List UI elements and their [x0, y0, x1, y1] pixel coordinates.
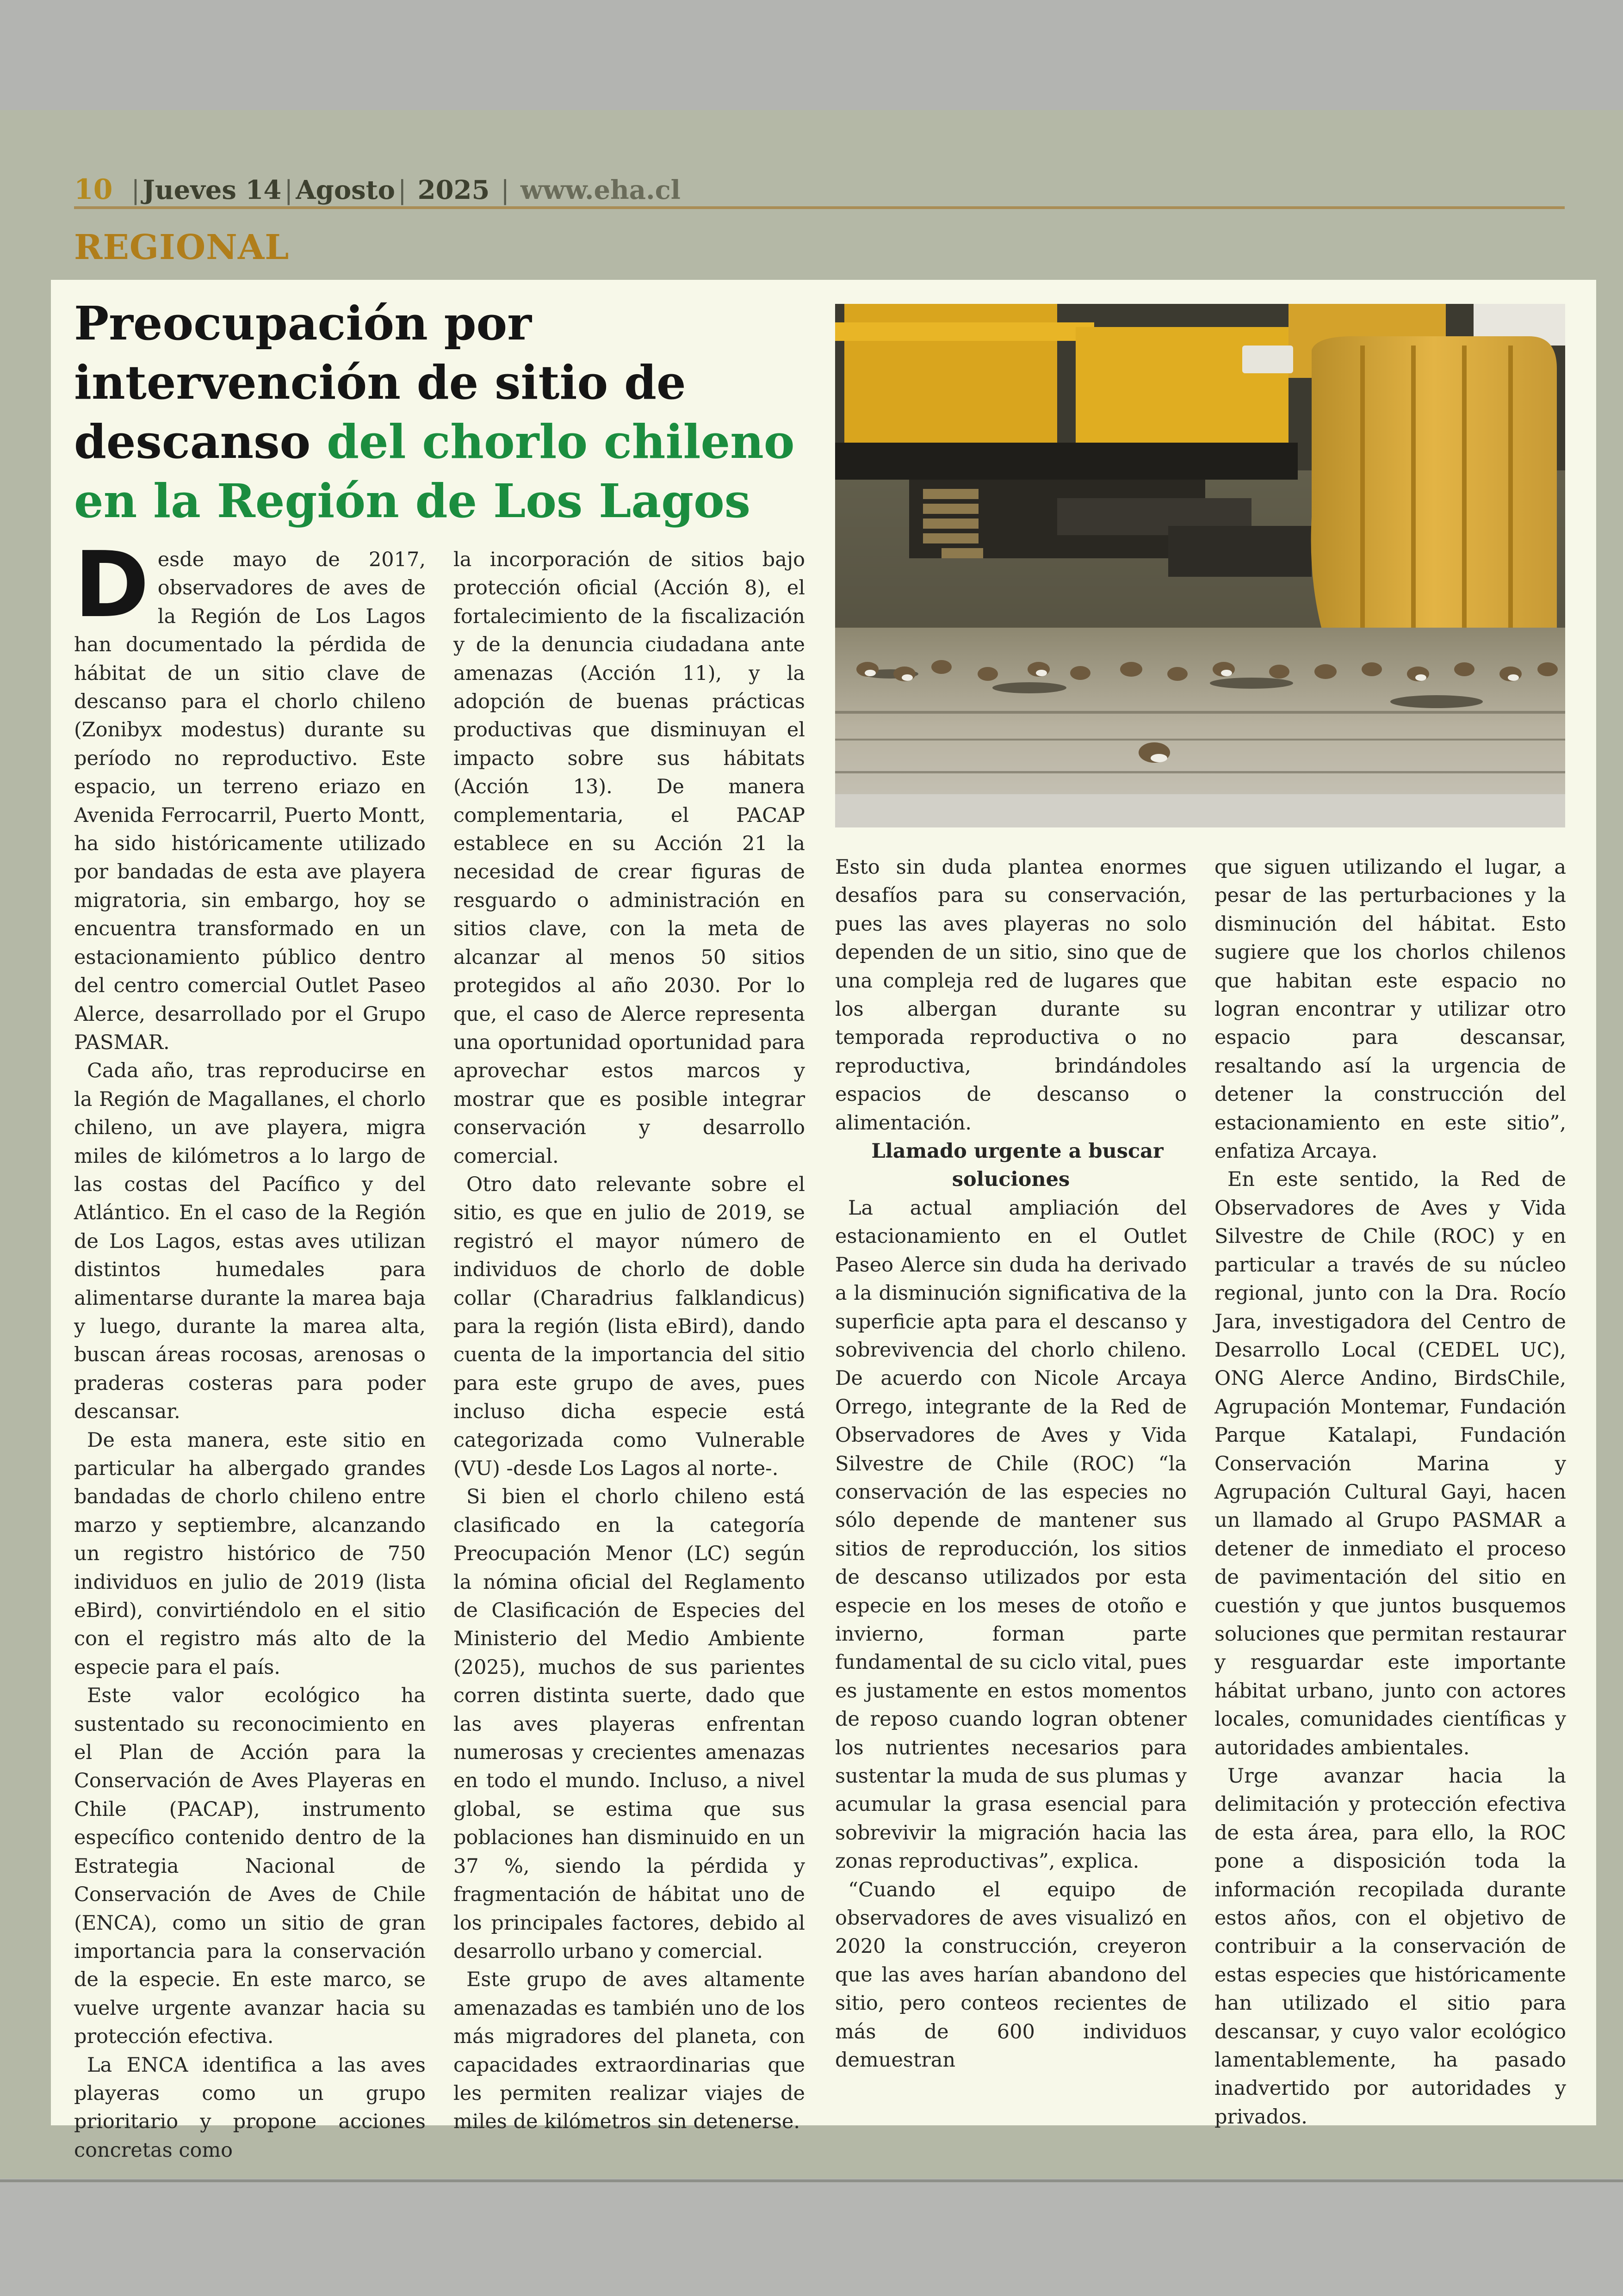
page-header: 10 | Jueves 14 | Agosto | 2025 | www.eha.cl — [74, 173, 681, 206]
paragraph: Urge avanzar hacia la delimitación y protección efectiva de esta área, para ello, la ROC pone a disposición toda la información recopilada durante estos años, con el objetivo de contribuir a la conservación de estas especies que históricamente han utilizado el sitio para descansar, y cuyo valor ecológico lamentablemente, ha pasado inadvertido por autoridades y privados. — [1214, 1765, 1566, 2129]
bottom-margin — [0, 2179, 1623, 2296]
paragraph-lead — [74, 532, 426, 1057]
paragraph: Esto sin duda plantea enormes desafíos para su conservación, pues las aves playeras no solo dependen de un sitio, sino que de una compleja red de lugares que los albergan durante su temporada reproductiva o no reproductiva, brindándoles espacios de descanso o alimentación. — [835, 856, 1187, 1135]
paragraph: que siguen utilizando el lugar, a pesar de las perturbaciones y la disminución del hábitat. Esto sugiere que los chorlos chilenos que habitan este espacio no logran encontrar y utilizar otro espacio para descansar, resaltando así la urgencia de detener la construcción del estacionamiento en este sitio”, enfatiza Arcaya. — [1214, 856, 1566, 1163]
paragraph: La ENCA identifica a las aves playeras como un grupo prioritario y propone acciones concretas como — [74, 2053, 426, 2162]
article-card — [51, 280, 1596, 2162]
article-column-1 — [74, 532, 426, 2165]
article-headline — [74, 294, 833, 531]
section-subhead: Llamado urgente a buscar soluciones — [871, 1140, 1164, 1191]
paragraph: Este grupo de aves altamente amenazadas es también uno de los más migradores del planeta, con capacidades extraordinarias que les permiten realizar viajes de miles de kilómetros sin detenerse. — [453, 1968, 805, 2134]
section-label: REGIONAL — [74, 228, 290, 267]
article-photo — [835, 304, 1565, 827]
paragraph: Otro dato relevante sobre el sitio, es que en julio de 2019, se registró el mayor número de individuos de chorlo de doble collar (Charadrius falklandicus) para la región (lista eBird), dando cuenta de la importancia del sitio para este grupo de aves, pues incluso dicha especie está categorizada como Vulnerable (VU) -desde Los Lagos al norte-. — [453, 1173, 805, 1480]
header-website[interactable]: www.eha.cl — [520, 175, 681, 205]
paragraph: Cada año, tras reproducirse en la Región de Magallanes, el chorlo chileno, un ave playera, migra miles de kilómetros a lo largo de las costas del Pacífico y del Atlántico. En el caso de la Región de Los Lagos, estas aves utilizan distintos humedales para alimentarse durante la marea baja y luego, durante la marea alta, buscan áreas rocosas, arenosas o praderas costeras para poder descansar. — [74, 1059, 426, 1424]
paragraph: “Cuando el equipo de observadores de aves visualizó en 2020 la construcción, creyeron que las aves harían abandono del sitio, pero conteos recientes de más de 600 individuos demuestran — [835, 1878, 1187, 2072]
paragraph: la incorporación de sitios bajo protección oficial (Acción 8), el fortalecimiento de la fiscalización y de la denuncia ciudadana ante amenazas (Acción 11), y la adopción de buenas prácticas productivas que disminuyan el impacto sobre sus hábitats (Acción 13). De manera complementaria, el PACAP establece en su Acción 21 la necesidad de crear figuras de resguardo o administración en sitios clave, con la meta de alcanzar al menos 50 sitios protegidos al año 2030. Por lo que, el caso de Alerce representa una oportunidad oportunidad para aprovechar estos marcos y mostrar que es posible integrar conservación y desarrollo comercial. — [453, 548, 805, 1168]
paragraph: En este sentido, la Red de Observadores de Aves y Vida Silvestre de Chile (ROC) y en particular a través de su núcleo regional, junto con la Dra. Rocío Jara, investigadora del Centro de Desarrollo Local (CEDEL UC), ONG Alerce Andino, BirdsChile, Agrupación Montemar, Fundación Parque Katalapi, Fundación Conservación Marina y Agrupación Cultural Gayi, hacen un llamado al Grupo PASMAR a detener de inmediato el proceso de pavimentación del sitio en cuestión y que juntos busquemos soluciones que permitan restaurar y resguardar este importante hábitat urbano, junto con actores locales, comunidades científicas y autoridades ambientales. — [1214, 1168, 1566, 1759]
paragraph: La actual ampliación del estacionamiento en el Outlet Paseo Alerce sin duda ha derivado a la disminución significativa de la superficie apta para el descanso y sobrevivencia del chorlo chileno. De acuerdo con Nicole Arcaya Orrego, integrante de la Red de Observadores de Aves y Vida Silvestre de Chile (ROC) “la conservación de las especies no sólo depende de mantener sus sitios de reproducción, los sitios de descanso utilizados por esta especie en los meses de otoño e invierno, forman parte fundamental de su ciclo vital, pues es justamente en estos momentos de reposo cuando logran obtener los nutrientes necesarios para sustentar la muda de sus plumas y acumular la grasa esencial para sobrevivir la migración hacia las zonas reproductivas”, explica. — [835, 1196, 1187, 1873]
drop-cap: D — [74, 532, 149, 638]
article-column-4 — [1214, 853, 1566, 2131]
headline-black-part: Preocupación por intervención de sitio de descanso — [74, 296, 686, 469]
header-day: Jueves 14 — [142, 175, 282, 205]
header-year: 2025 — [417, 175, 490, 205]
paragraph: Si bien el chorlo chileno está clasificado en la categoría Preocupación Menor (LC) según la nómina oficial del Reglamento de Clasificación de Especies del Ministerio del Medio Ambiente (2025), muchos de sus parientes corren distinta suerte, dado que las aves playeras enfrentan numerosas y crecientes amenazas en todo el mundo. Incluso, a nivel global, se estima que sus poblaciones han disminuido en un 37 %, siendo la pérdida y fragmentación de hábitat uno de los principales factores, debido al desarrollo urbano y comercial. — [453, 1485, 805, 1963]
header-month: Agosto — [296, 175, 395, 205]
top-margin — [0, 0, 1623, 110]
article-column-2 — [453, 546, 805, 2136]
paragraph: De esta manera, este sitio en particular ha albergado grandes bandadas de chorlo chileno entre marzo y septiembre, alcanzando un registro histórico de 750 individuos en julio de 2019 (lista eBird), convirtiéndolo en el sitio con el registro más alto de la especie para el país. — [74, 1428, 426, 1679]
paragraph-lead-text: esde mayo de 2017, observadores de aves de la Región de Los Lagos han documentado la pérdida de hábitat de un sitio clave de descanso para el chorlo chileno (Zonibyx modestus) durante su período no reproductivo. Este espacio, un terreno eriazo en Avenida Ferrocarril, Puerto Montt, ha sido históricamente utilizado por bandadas de esta ave playera migratoria, sin embargo, hoy se encuentra transformado en un estacionamiento público dentro del centro comercial Outlet Paseo Alerce, desarrollado por el Grupo PASMAR. — [74, 548, 426, 1054]
page-number: 10 — [74, 173, 113, 206]
paragraph: Este valor ecológico ha sustentado su reconocimiento en el Plan de Acción para la Conservación de Aves Playeras en Chile (PACAP), instrumento específico contenido dentro de la Estrategia Nacional de Conservación de Aves de Chile (ENCA), como un sitio de gran importancia para la conservación de la especie. En este marco, se vuelve urgente avanzar hacia su protección efectiva. — [74, 1684, 426, 2049]
headline-green-part: del chorlo chileno en la Región de Los Lagos — [74, 414, 795, 528]
article-column-3 — [835, 853, 1187, 2074]
header-rule — [74, 206, 1565, 209]
